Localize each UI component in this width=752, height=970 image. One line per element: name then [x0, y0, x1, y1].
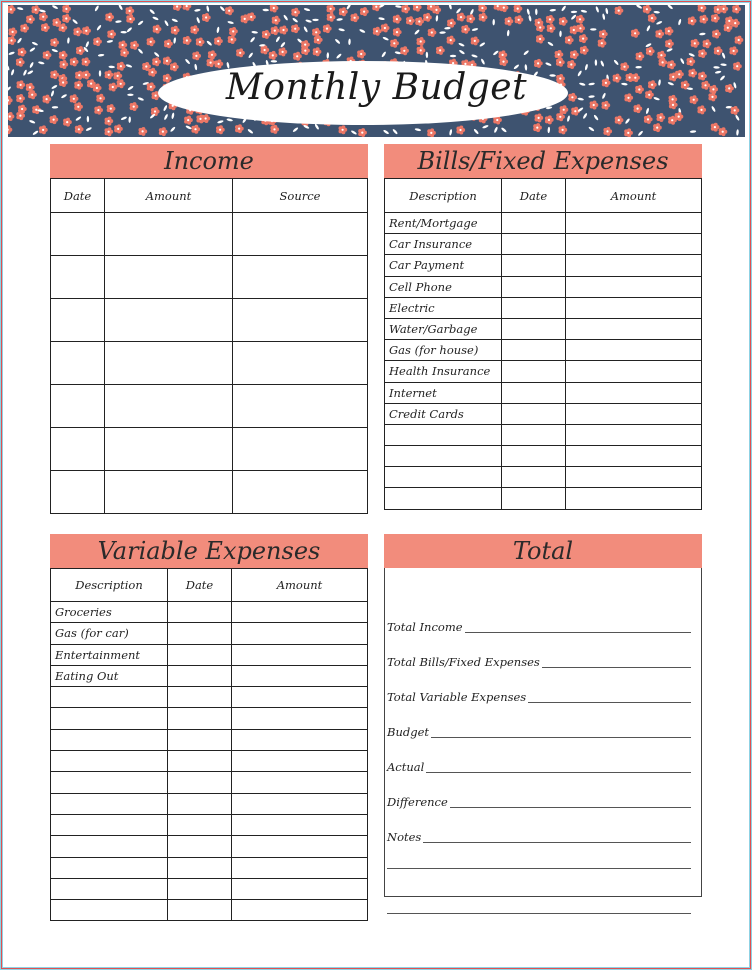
bills-cell-amount[interactable]	[566, 467, 702, 488]
bills-cell-date[interactable]	[502, 318, 566, 339]
variable-cell-date[interactable]	[168, 857, 232, 878]
variable-cell-amount[interactable]	[232, 857, 368, 878]
variable-cell-description[interactable]	[51, 687, 168, 708]
bills-cell-description[interactable]	[385, 488, 502, 509]
variable-row	[51, 900, 368, 921]
bills-cell-date[interactable]	[502, 297, 566, 318]
bills-cell-description[interactable]	[385, 467, 502, 488]
bills-cell-date[interactable]	[502, 276, 566, 297]
bills-cell-amount[interactable]	[566, 488, 702, 509]
bills-row	[385, 340, 702, 361]
income-cell-source[interactable]	[233, 299, 368, 342]
variable-row	[51, 751, 368, 772]
variable-cell-date[interactable]	[168, 772, 232, 793]
income-col-date: Date	[51, 179, 105, 213]
variable-row	[51, 602, 368, 623]
income-row	[51, 213, 368, 256]
income-row	[51, 385, 368, 428]
bills-cell-amount[interactable]	[566, 403, 702, 424]
variable-row	[51, 708, 368, 729]
bills-cell-date[interactable]	[502, 340, 566, 361]
variable-cell-description[interactable]	[51, 772, 168, 793]
income-cell-source[interactable]	[233, 213, 368, 256]
bills-col-amount: Amount	[566, 179, 702, 213]
variable-cell-description[interactable]	[51, 793, 168, 814]
variable-row	[51, 687, 368, 708]
variable-row	[51, 644, 368, 665]
variable-cell-amount[interactable]	[232, 793, 368, 814]
total-line-label: Actual	[387, 760, 425, 774]
bills-cell-description[interactable]: Gas (for house)	[385, 340, 502, 361]
total-line-label: Difference	[387, 795, 448, 809]
income-table	[50, 178, 368, 514]
variable-row	[51, 857, 368, 878]
notes-line[interactable]	[387, 868, 691, 869]
variable-table	[50, 568, 368, 921]
variable-cell-date[interactable]	[168, 708, 232, 729]
total-line-label: Total Variable Expenses	[387, 690, 527, 704]
total-line-field[interactable]	[431, 737, 691, 738]
total-line-field[interactable]	[450, 807, 691, 808]
bills-cell-amount[interactable]	[566, 276, 702, 297]
variable-col-description: Description	[51, 569, 168, 602]
income-cell-date[interactable]	[51, 385, 105, 428]
variable-cell-date[interactable]	[168, 729, 232, 750]
bills-row	[385, 234, 702, 255]
variable-col-amount: Amount	[232, 569, 368, 602]
variable-row	[51, 623, 368, 644]
variable-cell-description[interactable]: Eating Out	[51, 665, 168, 686]
variable-cell-description[interactable]	[51, 708, 168, 729]
bills-cell-description[interactable]: Rent/Mortgage	[385, 213, 502, 234]
bills-cell-date[interactable]	[502, 361, 566, 382]
income-col-source: Source	[233, 179, 368, 213]
income-col-amount: Amount	[105, 179, 233, 213]
floral-banner	[8, 5, 745, 137]
bills-col-date: Date	[502, 179, 566, 213]
variable-cell-description[interactable]	[51, 878, 168, 899]
bills-table	[384, 178, 702, 510]
bills-cell-amount[interactable]	[566, 446, 702, 467]
notes-line[interactable]	[387, 913, 691, 914]
variable-heading: Variable Expenses	[50, 534, 368, 568]
bills-cell-amount[interactable]	[566, 318, 702, 339]
variable-cell-amount[interactable]	[232, 708, 368, 729]
variable-cell-amount[interactable]	[232, 836, 368, 857]
bills-row	[385, 488, 702, 509]
bills-cell-amount[interactable]	[566, 255, 702, 276]
income-cell-source[interactable]	[233, 256, 368, 299]
bills-cell-amount[interactable]	[566, 424, 702, 445]
variable-cell-description[interactable]	[51, 900, 168, 921]
bills-cell-amount[interactable]	[566, 234, 702, 255]
variable-col-date: Date	[168, 569, 232, 602]
income-cell-date[interactable]	[51, 213, 105, 256]
variable-cell-amount[interactable]	[232, 644, 368, 665]
bills-row	[385, 403, 702, 424]
variable-cell-description[interactable]	[51, 836, 168, 857]
bills-row	[385, 297, 702, 318]
income-cell-source[interactable]	[233, 471, 368, 514]
variable-cell-date[interactable]	[168, 878, 232, 899]
bills-heading: Bills/Fixed Expenses	[384, 144, 702, 178]
income-row	[51, 428, 368, 471]
income-cell-source[interactable]	[233, 385, 368, 428]
variable-row	[51, 878, 368, 899]
bills-cell-description[interactable]: Health Insurance	[385, 361, 502, 382]
income-cell-amount[interactable]	[105, 213, 233, 256]
bills-cell-date[interactable]	[502, 255, 566, 276]
total-line-label: Total Income	[387, 620, 463, 634]
bills-cell-amount[interactable]	[566, 213, 702, 234]
variable-cell-date[interactable]	[168, 623, 232, 644]
bills-row	[385, 318, 702, 339]
bills-cell-amount[interactable]	[566, 382, 702, 403]
bills-cell-description[interactable]	[385, 424, 502, 445]
income-cell-date[interactable]	[51, 299, 105, 342]
bills-cell-description[interactable]: Credit Cards	[385, 403, 502, 424]
income-cell-amount[interactable]	[105, 299, 233, 342]
total-line-field[interactable]	[423, 842, 691, 843]
bills-cell-amount[interactable]	[566, 361, 702, 382]
bills-cell-date[interactable]	[502, 446, 566, 467]
bills-row	[385, 446, 702, 467]
variable-cell-description[interactable]: Entertainment	[51, 644, 168, 665]
income-row	[51, 256, 368, 299]
total-line-label: Budget	[387, 725, 430, 739]
variable-cell-date[interactable]	[168, 687, 232, 708]
income-cell-date[interactable]	[51, 471, 105, 514]
income-heading: Income	[50, 144, 368, 178]
variable-cell-amount[interactable]	[232, 900, 368, 921]
variable-cell-amount[interactable]	[232, 729, 368, 750]
income-cell-amount[interactable]	[105, 471, 233, 514]
income-cell-date[interactable]	[51, 428, 105, 471]
variable-cell-amount[interactable]	[232, 814, 368, 835]
bills-cell-description[interactable]: Car Payment	[385, 255, 502, 276]
bills-cell-description[interactable]: Car Insurance	[385, 234, 502, 255]
variable-cell-date[interactable]	[168, 644, 232, 665]
variable-row	[51, 772, 368, 793]
variable-cell-description[interactable]	[51, 729, 168, 750]
bills-cell-description[interactable]: Water/Garbage	[385, 318, 502, 339]
variable-cell-amount[interactable]	[232, 751, 368, 772]
bills-col-description: Description	[385, 179, 502, 213]
bills-row	[385, 424, 702, 445]
variable-cell-date[interactable]	[168, 900, 232, 921]
bills-row	[385, 255, 702, 276]
variable-cell-description[interactable]	[51, 814, 168, 835]
bills-cell-description[interactable]: Electric	[385, 297, 502, 318]
variable-cell-amount[interactable]	[232, 665, 368, 686]
variable-cell-date[interactable]	[168, 836, 232, 857]
bills-cell-amount[interactable]	[566, 297, 702, 318]
page-title: Monthly Budget	[225, 67, 528, 108]
variable-section	[50, 534, 368, 921]
variable-cell-amount[interactable]	[232, 602, 368, 623]
variable-cell-date[interactable]	[168, 814, 232, 835]
variable-row	[51, 793, 368, 814]
bills-cell-date[interactable]	[502, 488, 566, 509]
income-row	[51, 299, 368, 342]
bills-cell-date[interactable]	[502, 213, 566, 234]
total-line-field[interactable]	[426, 772, 691, 773]
variable-cell-amount[interactable]	[232, 687, 368, 708]
total-line-field[interactable]	[465, 632, 691, 633]
bills-cell-date[interactable]	[502, 234, 566, 255]
bills-row	[385, 276, 702, 297]
variable-cell-amount[interactable]	[232, 623, 368, 644]
income-cell-amount[interactable]	[105, 256, 233, 299]
bills-row	[385, 213, 702, 234]
variable-cell-description[interactable]: Groceries	[51, 602, 168, 623]
total-line-field[interactable]	[542, 667, 691, 668]
variable-cell-description[interactable]	[51, 857, 168, 878]
variable-cell-date[interactable]	[168, 793, 232, 814]
variable-cell-amount[interactable]	[232, 878, 368, 899]
income-cell-amount[interactable]	[105, 385, 233, 428]
bills-row	[385, 361, 702, 382]
bills-section	[384, 144, 702, 510]
variable-cell-description[interactable]: Gas (for car)	[51, 623, 168, 644]
bills-cell-description[interactable]: Internet	[385, 382, 502, 403]
variable-row	[51, 665, 368, 686]
income-cell-source[interactable]	[233, 342, 368, 385]
variable-cell-date[interactable]	[168, 751, 232, 772]
income-row	[51, 471, 368, 514]
income-cell-date[interactable]	[51, 342, 105, 385]
bills-row	[385, 382, 702, 403]
total-box	[384, 568, 702, 897]
bills-row	[385, 467, 702, 488]
bills-cell-date[interactable]	[502, 467, 566, 488]
bills-cell-description[interactable]: Cell Phone	[385, 276, 502, 297]
variable-row	[51, 729, 368, 750]
bills-cell-description[interactable]	[385, 446, 502, 467]
bills-cell-amount[interactable]	[566, 340, 702, 361]
bills-cell-date[interactable]	[502, 403, 566, 424]
variable-cell-amount[interactable]	[232, 772, 368, 793]
total-line-field[interactable]	[528, 702, 691, 703]
total-line-label: Notes	[387, 830, 422, 844]
variable-row	[51, 836, 368, 857]
variable-cell-date[interactable]	[168, 665, 232, 686]
income-section	[50, 144, 368, 514]
total-section	[384, 534, 702, 897]
bills-cell-date[interactable]	[502, 382, 566, 403]
income-cell-amount[interactable]	[105, 342, 233, 385]
variable-row	[51, 814, 368, 835]
total-heading: Total	[384, 534, 702, 568]
variable-cell-date[interactable]	[168, 602, 232, 623]
income-cell-date[interactable]	[51, 256, 105, 299]
income-cell-amount[interactable]	[105, 428, 233, 471]
income-row	[51, 342, 368, 385]
total-line-label: Total Bills/Fixed Expenses	[387, 655, 540, 669]
bills-cell-date[interactable]	[502, 424, 566, 445]
variable-cell-description[interactable]	[51, 751, 168, 772]
income-cell-source[interactable]	[233, 428, 368, 471]
